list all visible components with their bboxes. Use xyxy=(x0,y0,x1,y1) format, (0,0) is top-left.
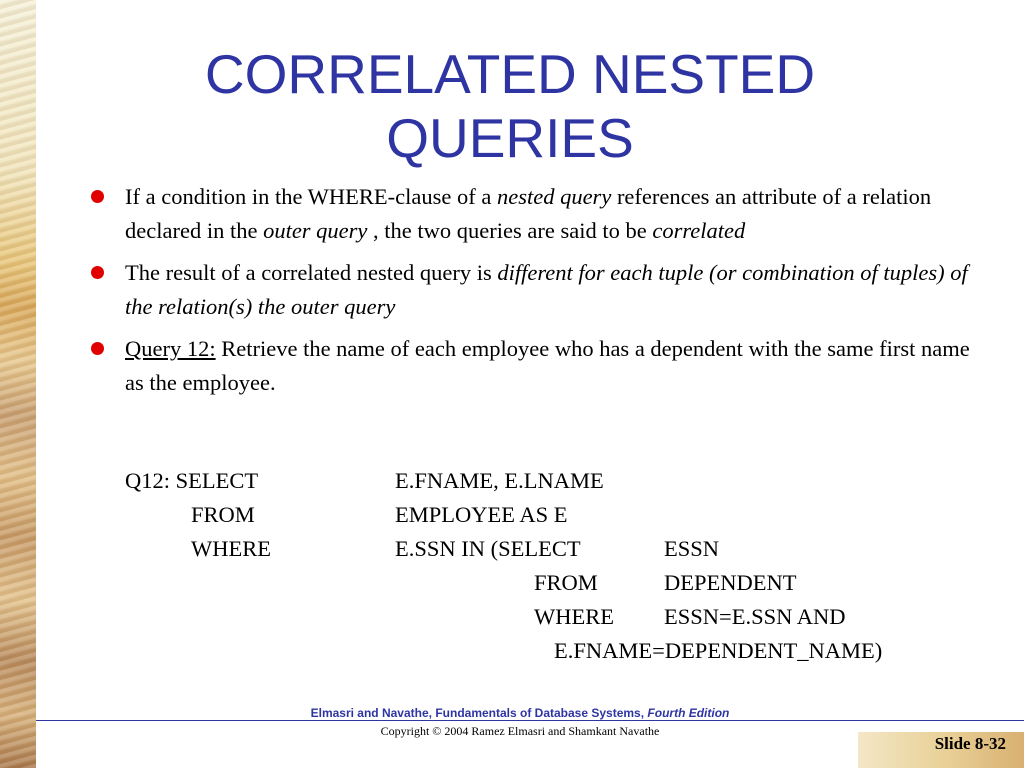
bullet-icon xyxy=(91,266,104,279)
bullet-item-3: Query 12: Retrieve the name of each employee who has a dependent with the same first name as the employee. xyxy=(88,332,988,400)
slide-title: CORRELATED NESTED QUERIES xyxy=(204,43,816,169)
footer-divider xyxy=(36,720,1024,721)
slide-number: Slide 8-32 xyxy=(934,734,1006,753)
slide-number-box xyxy=(858,732,1024,768)
footer-credit: Elmasri and Navathe, Fundamentals of Database Systems, Fourth Edition xyxy=(310,706,730,720)
decorative-sand-strip xyxy=(0,0,36,768)
bullet-icon xyxy=(91,342,104,355)
query-label: Query 12: xyxy=(125,336,216,361)
bullet-item-2: The result of a correlated nested query is different for each tuple (or combination of tuples) of the relation(s) the outer query xyxy=(88,256,988,324)
copyright-text: Copyright © 2004 Ramez Elmasri and Shamkant Navathe xyxy=(380,724,660,738)
bullet-item-1: If a condition in the WHERE-clause of a nested query references an attribute of a relation declared in the outer query , the two queries are said to be correlated xyxy=(88,180,988,248)
bullet-list xyxy=(88,180,988,408)
bullet-icon xyxy=(91,190,104,203)
